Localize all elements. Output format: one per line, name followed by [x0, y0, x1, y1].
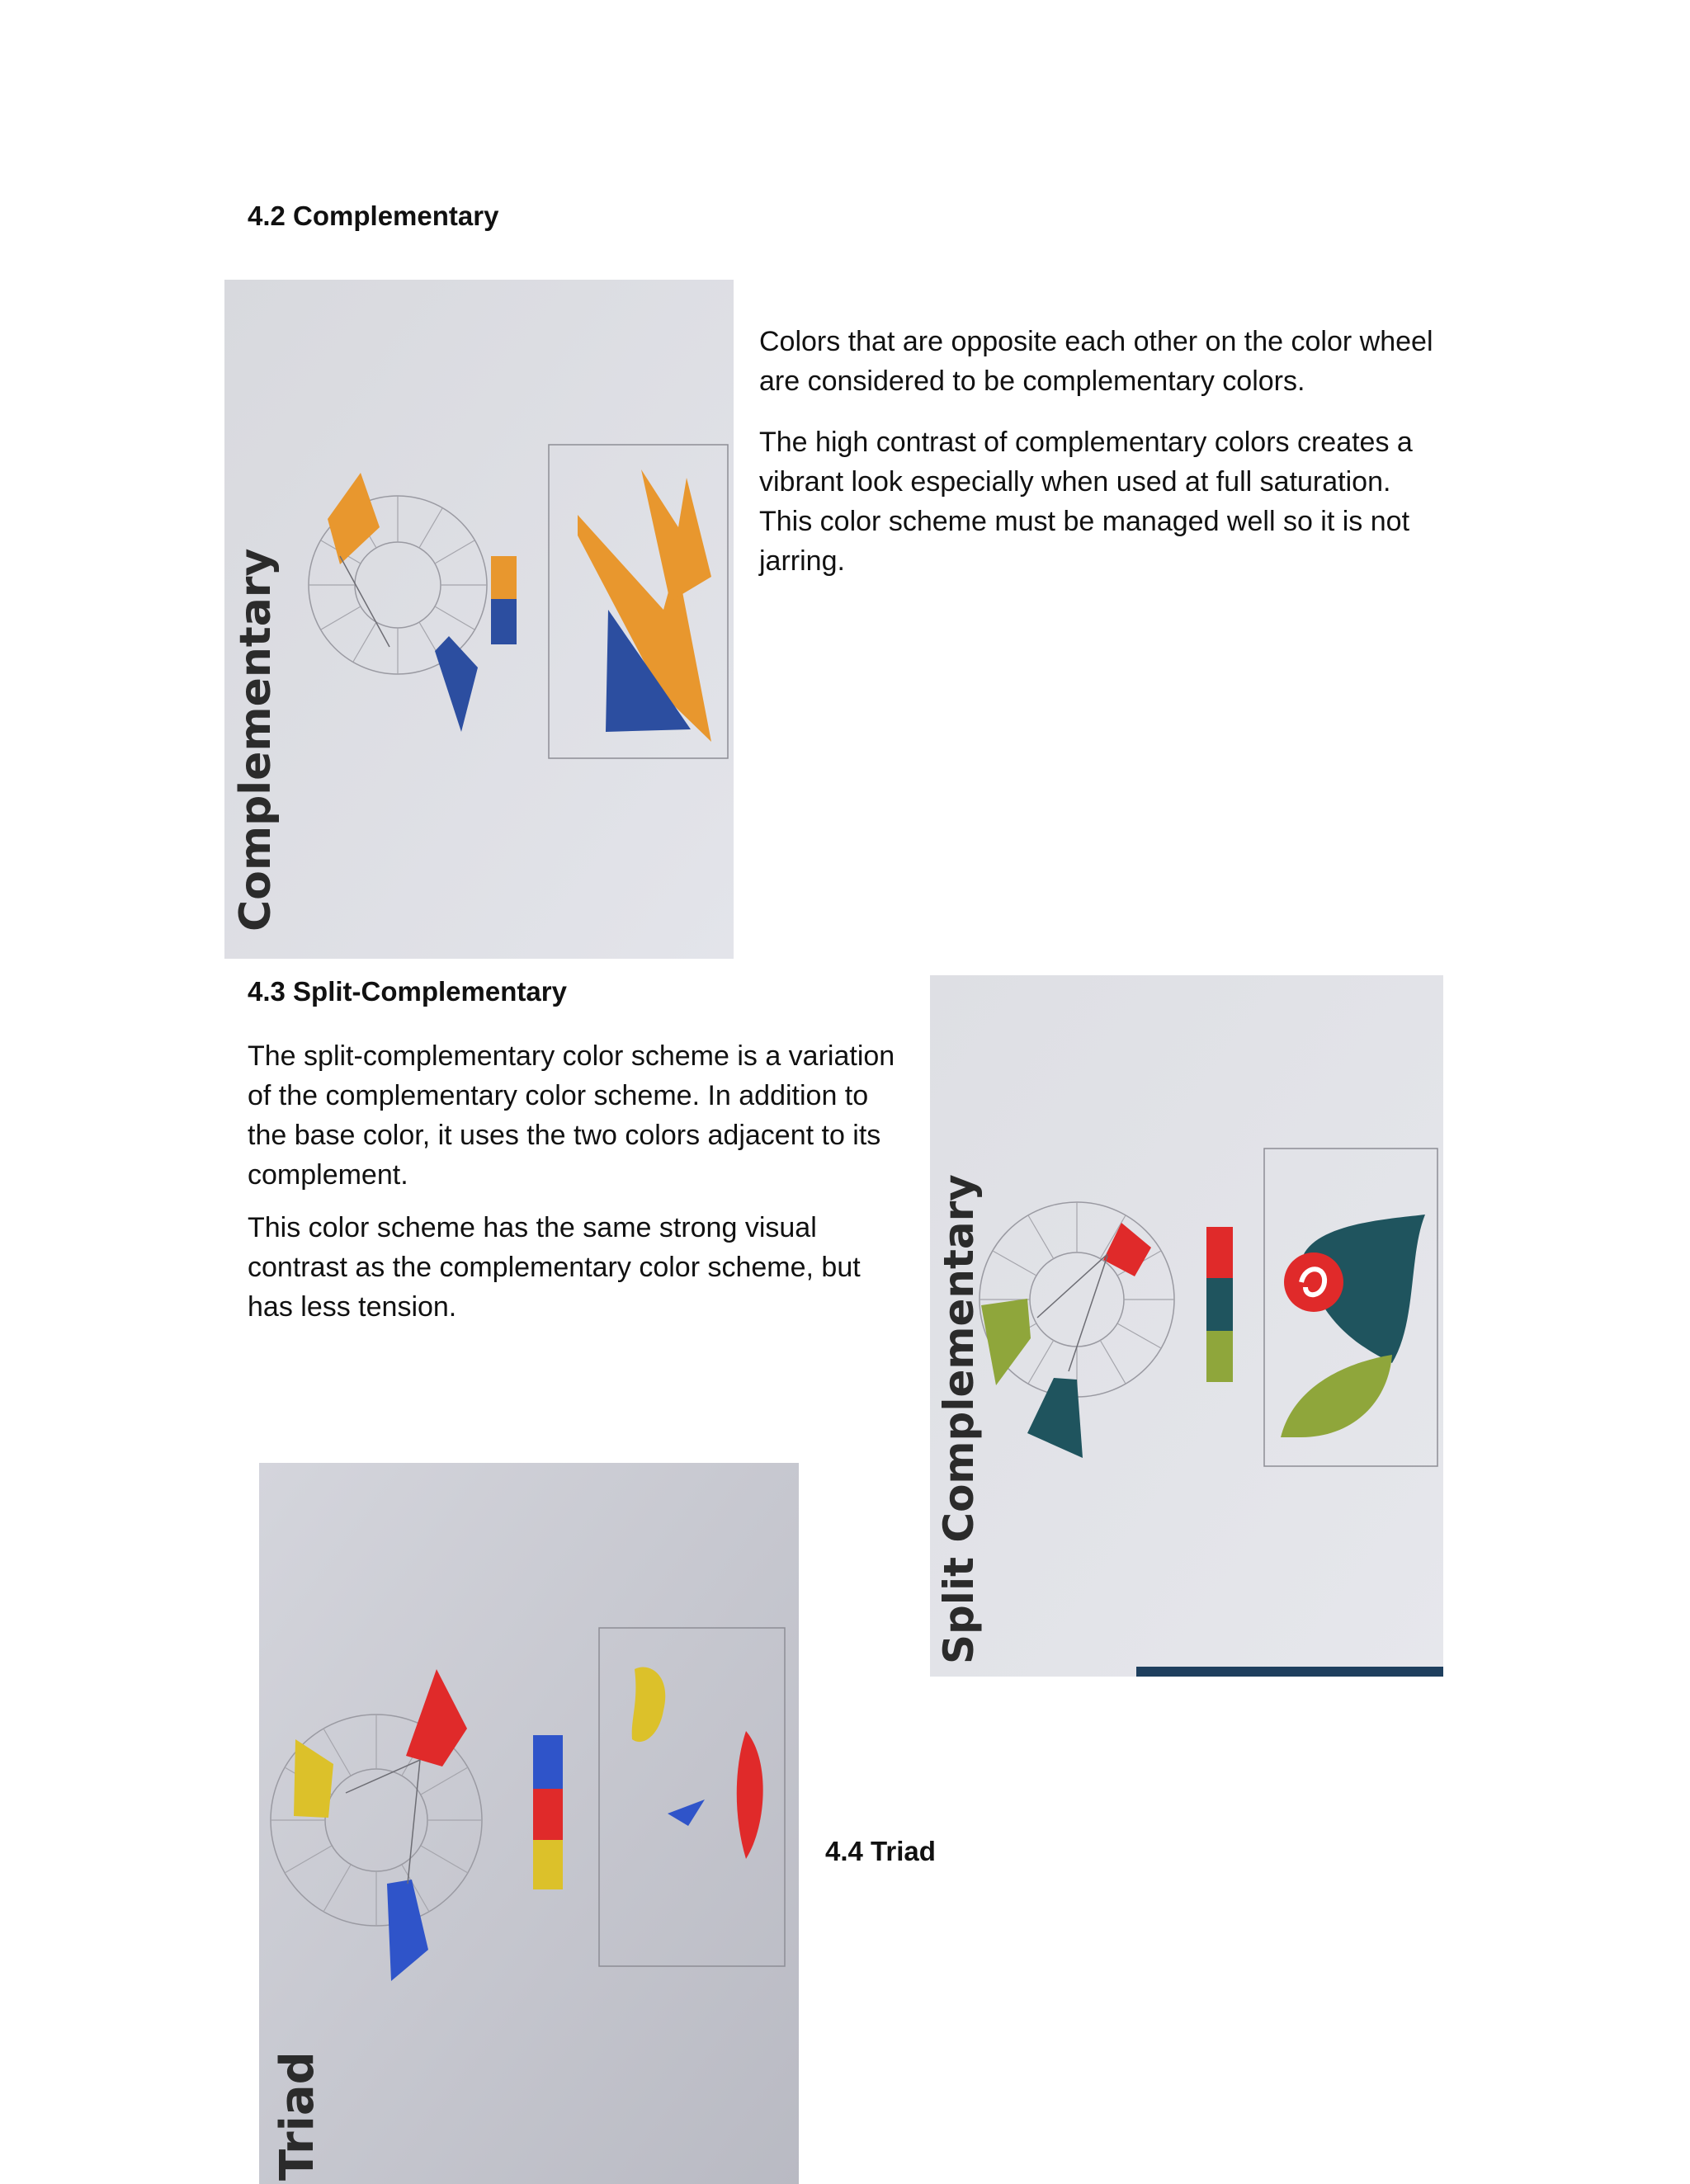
- split-complementary-photo: [930, 975, 1443, 1677]
- heading-triad: 4.4 Triad: [825, 1836, 936, 1866]
- heading-complementary: 4.2 Complementary: [248, 200, 499, 231]
- triad-photo: [259, 1463, 799, 2184]
- complementary-photo: [224, 280, 734, 959]
- complementary-label: Complementary: [231, 548, 281, 932]
- triad-label: Triad: [271, 2051, 324, 2181]
- heading-split-complementary: 4.3 Split-Complementary: [248, 976, 567, 1007]
- complementary-paragraph-1: Colors that are opposite each other on the color wheel are considered to be complementary colors.: [759, 326, 1433, 397]
- split-complementary-paragraph-1: The split-complementary color scheme is a variation of the complementary color scheme. In addition to the base color, it uses the two colors adjacent to its complement.: [248, 1040, 895, 1191]
- complementary-paragraph-2: The high contrast of complementary colors creates a vibrant look especially when used at full saturation. This color scheme must be managed well so it is not jarring.: [759, 427, 1413, 577]
- split-complementary-paragraph-2: This color scheme has the same strong visual contrast as the complementary color scheme, but has less tension.: [248, 1212, 861, 1323]
- split-complementary-label: Split Complementary: [935, 1174, 983, 1664]
